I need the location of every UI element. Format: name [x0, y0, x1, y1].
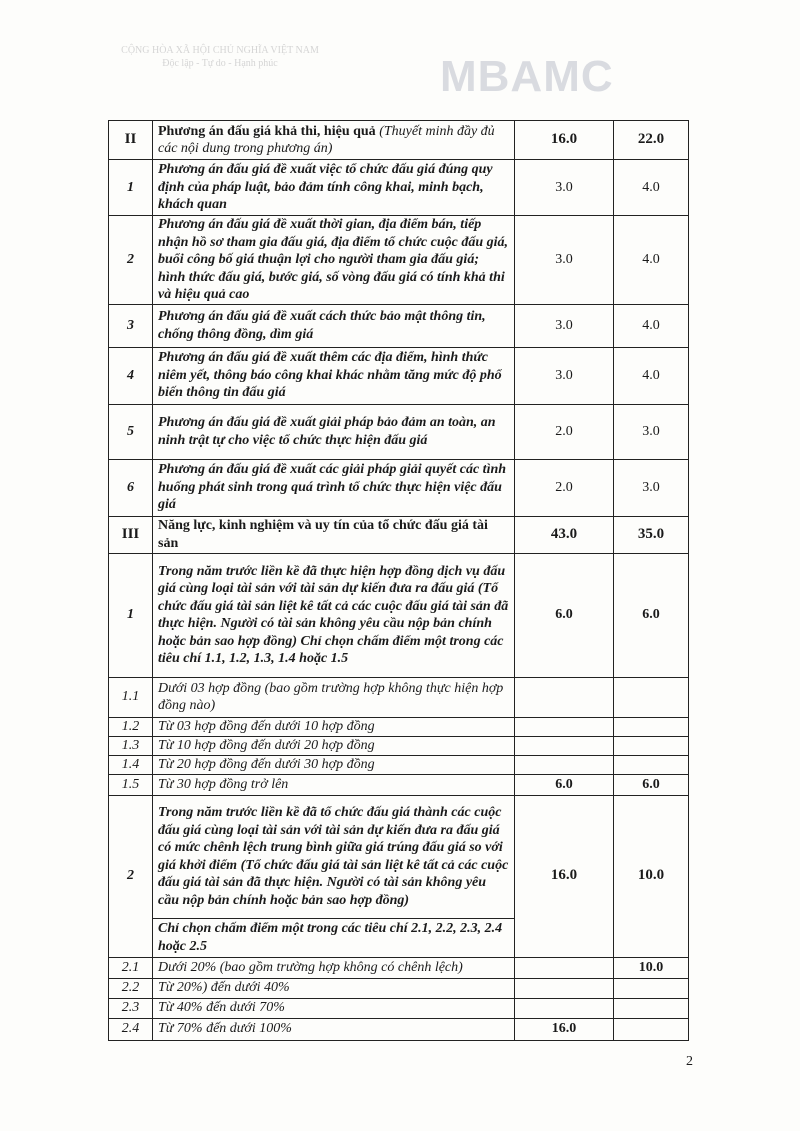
row-index: 1 — [109, 553, 153, 677]
row-description: Từ 30 hợp đồng trở lên — [153, 774, 515, 795]
row-index: 2.3 — [109, 998, 153, 1018]
row-description: Dưới 03 hợp đồng (bao gồm trường hợp không thực hiện hợp đồng nào) — [153, 677, 515, 717]
score-col-1: 3.0 — [515, 304, 614, 347]
table-row — [109, 1018, 689, 1040]
score-col-1 — [515, 717, 614, 736]
row-description: Dưới 20% (bao gồm trường hợp không có chênh lệch) — [153, 957, 515, 978]
row-description — [153, 121, 515, 160]
score-col-2 — [614, 998, 689, 1018]
row-description: Trong năm trước liền kề đã thực hiện hợp đồng dịch vụ đấu giá cùng loại tài sản với tài sản dự kiến đưa ra đấu giá (Tổ chức đấu giá tài sản liệt kê tất cả các cuộc đấu giá tài sản đã thực hiện. Người có tài sản không yêu cầu nộp bản chính hoặc bản sao hợp đồng) Chỉ chọn chấm điểm một trong các tiêu chí 1.1, 1.2, 1.3, 1.4 hoặc 1.5 — [153, 553, 515, 677]
section-note: (Thuyết minh đầy đủ các nội dung trong phương án) — [158, 123, 495, 156]
scoring-table — [108, 120, 689, 1041]
row-index: 3 — [109, 304, 153, 347]
section-title: Phương án đấu giá khả thi, hiệu quả — [158, 123, 376, 139]
table-row — [109, 736, 689, 755]
score-col-2 — [614, 755, 689, 774]
score-col-1 — [515, 957, 614, 978]
score-col-2 — [614, 677, 689, 717]
score-col-2: 4.0 — [614, 304, 689, 347]
table-row — [109, 121, 689, 160]
score-col-1 — [515, 978, 614, 998]
watermark-header — [110, 44, 330, 70]
table-row — [109, 553, 689, 677]
row-index: 2 — [109, 216, 153, 305]
score-col-2: 4.0 — [614, 160, 689, 216]
row-index: 1.1 — [109, 677, 153, 717]
score-col-1: 2.0 — [515, 404, 614, 459]
score-col-1: 43.0 — [515, 516, 614, 553]
score-col-2 — [614, 736, 689, 755]
table-row — [109, 998, 689, 1018]
score-col-1 — [515, 755, 614, 774]
score-col-1 — [515, 736, 614, 755]
table-row — [109, 677, 689, 717]
score-col-2: 6.0 — [614, 553, 689, 677]
score-col-1: 2.0 — [515, 459, 614, 516]
row-index: 6 — [109, 459, 153, 516]
row-description: Phương án đấu giá đề xuất giải pháp bảo đảm an toàn, an ninh trật tự cho việc tổ chức thực hiện đấu giá — [153, 404, 515, 459]
score-col-1: 6.0 — [515, 774, 614, 795]
row-index: 1.3 — [109, 736, 153, 755]
row-description: Từ 10 hợp đồng đến dưới 20 hợp đồng — [153, 736, 515, 755]
score-col-2: 35.0 — [614, 516, 689, 553]
score-col-2: 22.0 — [614, 121, 689, 160]
row-description: Năng lực, kinh nghiệm và uy tín của tổ chức đấu giá tài sản — [153, 516, 515, 553]
row-index: 1 — [109, 160, 153, 216]
score-col-1 — [515, 998, 614, 1018]
score-col-2 — [614, 717, 689, 736]
row-subnote: Chỉ chọn chấm điểm một trong các tiêu chí 2.1, 2.2, 2.3, 2.4 hoặc 2.5 — [153, 918, 515, 957]
score-col-2: 6.0 — [614, 774, 689, 795]
table-row — [109, 978, 689, 998]
table-row — [109, 795, 689, 918]
score-col-2: 3.0 — [614, 404, 689, 459]
score-col-2 — [614, 978, 689, 998]
row-index: 5 — [109, 404, 153, 459]
row-description: Từ 40% đến dưới 70% — [153, 998, 515, 1018]
row-description: Phương án đấu giá đề xuất thời gian, địa điểm bán, tiếp nhận hồ sơ tham gia đấu giá, địa điểm tổ chức cuộc đấu giá, buổi công bố giá thuận lợi cho người tham gia đấu giá; hình thức đấu giá, bước giá, số vòng đấu giá có tính khả thi và hiệu quả cao — [153, 216, 515, 305]
table-row — [109, 304, 689, 347]
row-description: Từ 20%) đến dưới 40% — [153, 978, 515, 998]
row-description: Từ 20 hợp đồng đến dưới 30 hợp đồng — [153, 755, 515, 774]
score-col-1: 16.0 — [515, 121, 614, 160]
watermark-header-line2: Độc lập - Tự do - Hạnh phúc — [162, 58, 278, 69]
row-index: 2.1 — [109, 957, 153, 978]
table-row — [109, 216, 689, 305]
row-index: 2.4 — [109, 1018, 153, 1040]
table-row — [109, 404, 689, 459]
score-col-1: 3.0 — [515, 347, 614, 404]
table-row — [109, 957, 689, 978]
watermark-header-line1: CỘNG HÒA XÃ HỘI CHỦ NGHĨA VIỆT NAM — [121, 45, 319, 56]
row-description: Phương án đấu giá đề xuất cách thức bảo mật thông tin, chống thông đồng, dìm giá — [153, 304, 515, 347]
score-col-1: 3.0 — [515, 216, 614, 305]
score-col-2: 4.0 — [614, 347, 689, 404]
page-number: 2 — [686, 1054, 693, 1069]
row-description: Phương án đấu giá đề xuất thêm các địa điểm, hình thức niêm yết, thông báo công khai khác nhằm tăng mức độ phổ biến thông tin đấu giá — [153, 347, 515, 404]
row-description: Trong năm trước liền kề đã tổ chức đấu giá thành các cuộc đấu giá cùng loại tài sản với tài sản dự kiến đưa ra đấu giá có mức chênh lệch trung bình giữa giá trúng đấu giá so với giá khởi điểm (Tổ chức đấu giá tài sản liệt kê tất cả các cuộc đấu giá tài sản đã thực hiện. Người có tài sản không yêu cầu nộp bản chính hoặc bản sao hợp đồng) — [153, 795, 515, 918]
table-row — [109, 755, 689, 774]
row-description: Phương án đấu giá đề xuất các giải pháp giải quyết các tình huống phát sinh trong quá trình tổ chức thực hiện việc đấu giá — [153, 459, 515, 516]
row-index: 1.4 — [109, 755, 153, 774]
row-index: 2 — [109, 795, 153, 957]
score-col-1: 16.0 — [515, 1018, 614, 1040]
watermark-logo: MBAMC — [440, 52, 614, 101]
score-col-1 — [515, 677, 614, 717]
score-col-1: 16.0 — [515, 795, 614, 957]
table-row — [109, 459, 689, 516]
score-col-2: 3.0 — [614, 459, 689, 516]
row-index: 1.2 — [109, 717, 153, 736]
table-row — [109, 160, 689, 216]
score-col-2 — [614, 1018, 689, 1040]
row-index: 4 — [109, 347, 153, 404]
row-index: II — [109, 121, 153, 160]
score-col-1: 6.0 — [515, 553, 614, 677]
table-row — [109, 347, 689, 404]
table-row — [109, 774, 689, 795]
score-col-2: 10.0 — [614, 957, 689, 978]
table-row — [109, 516, 689, 553]
row-description: Từ 03 hợp đồng đến dưới 10 hợp đồng — [153, 717, 515, 736]
row-index: III — [109, 516, 153, 553]
score-col-2: 4.0 — [614, 216, 689, 305]
row-index: 1.5 — [109, 774, 153, 795]
row-description: Từ 70% đến dưới 100% — [153, 1018, 515, 1040]
score-col-2: 10.0 — [614, 795, 689, 957]
row-index: 2.2 — [109, 978, 153, 998]
score-col-1: 3.0 — [515, 160, 614, 216]
row-description: Phương án đấu giá đề xuất việc tổ chức đấu giá đúng quy định của pháp luật, bảo đảm tính công khai, minh bạch, khách quan — [153, 160, 515, 216]
table-row — [109, 717, 689, 736]
